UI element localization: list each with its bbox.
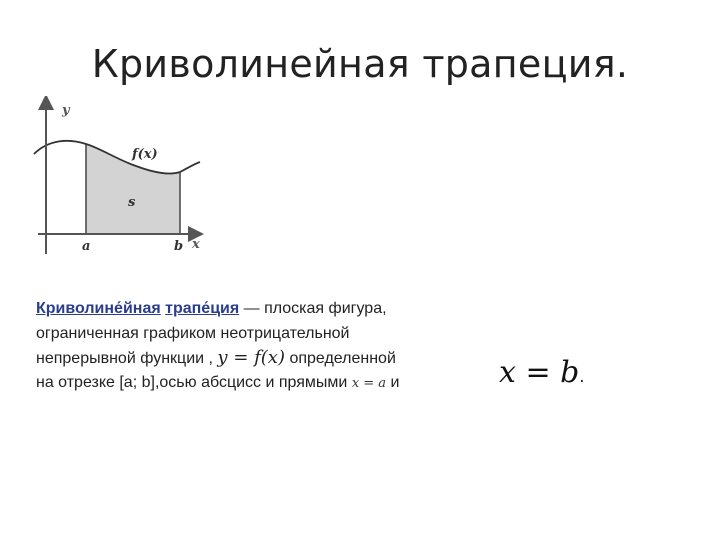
x-axis-label: x — [192, 237, 200, 252]
curve-label: f(x) — [132, 147, 158, 162]
formula-xb-val: b — [560, 354, 580, 390]
definition-line-2 — [36, 322, 596, 347]
line3-end: определенной — [289, 350, 396, 367]
line2-text: ограниченная графиком неотрицательной — [36, 324, 350, 342]
term-link-curvilinear[interactable]: Криволине́йная — [36, 300, 161, 317]
definition-text — [36, 297, 596, 395]
a-label: a — [82, 239, 91, 254]
formula-xb-eq: = — [515, 354, 561, 390]
figure-svg — [28, 96, 208, 262]
area-label: s — [128, 195, 136, 210]
formula-x-equals-b — [499, 354, 585, 390]
term-link-trapezoid[interactable]: трапе́ция — [165, 300, 240, 317]
line3-start: непрерывной функции , — [36, 350, 213, 367]
end-dot: . — [579, 366, 585, 386]
y-axis-label: y — [62, 103, 70, 118]
line1-rest: — плоская фигура, — [239, 300, 387, 317]
formula-xb-var: x — [499, 354, 516, 390]
conjunction-and: и — [390, 373, 400, 391]
formula-x-equals-a: x = a — [351, 375, 387, 391]
line4-start: на отрезке [a; b],осью абсцисс и прямыми — [36, 373, 348, 391]
curvilinear-trapezoid-figure — [28, 96, 208, 262]
slide-title: Криволинейная трапеция. — [91, 42, 629, 86]
b-label: b — [174, 239, 184, 254]
formula-y-equals-fx: y = f(x) — [217, 347, 285, 368]
definition-line-1 — [36, 297, 596, 322]
